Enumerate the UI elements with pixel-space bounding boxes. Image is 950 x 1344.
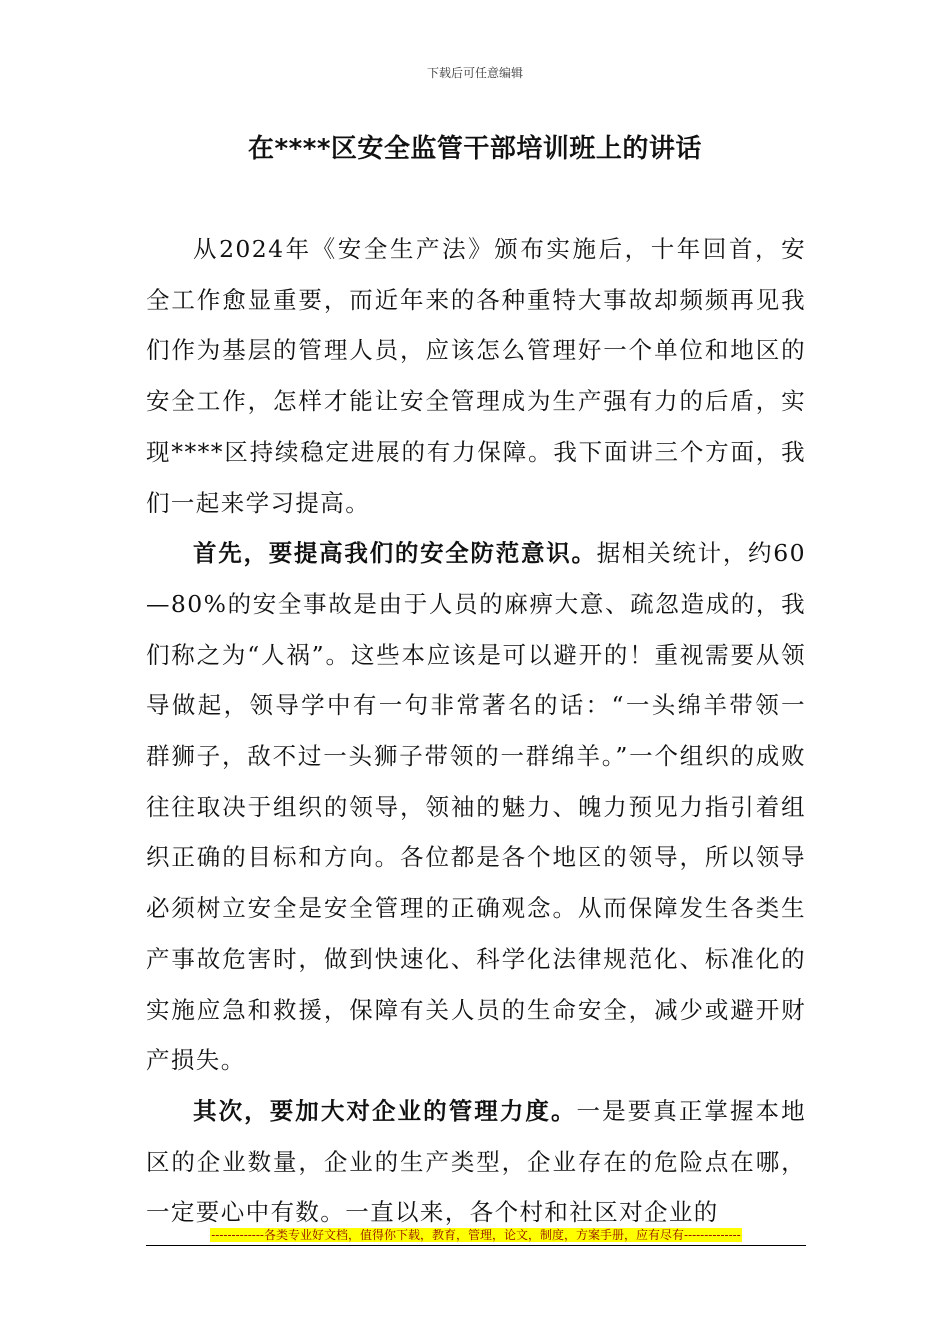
paragraph-text: 一是要真正掌握本地区的企业数量，企业的生产类型，企业存在的危险点在哪，一定要心中有数。一直以来，各个村和社区对企业的 (146, 1096, 807, 1227)
paragraph-second-point (146, 1086, 806, 1238)
footer-banner-text: -------------各类专业好文档，值得你下载，教育，管理，论文，制度，方案手册，应有尽有-------------- (211, 1228, 741, 1242)
paragraph-lead: 其次，要加大对企业的管理力度。 (193, 1096, 577, 1125)
footer-banner (146, 1226, 806, 1243)
header-note: 下载后可任意编辑 (426, 66, 523, 80)
paragraph-intro (146, 224, 806, 528)
footer-divider (146, 1245, 806, 1246)
document-body (146, 224, 806, 1238)
paragraph-text: 从2024年《安全生产法》颁布实施后，十年回首，安全工作愈显重要，而近年来的各种重特大事故却频频再见我们作为基层的管理人员，应该怎么管理好一个单位和地区的安全工作，怎样才能让安全管理成为生产强有力的后盾，实现****区持续稳定进展的有力保障。我下面讲三个方面，我们一起来学习提高。 (146, 235, 806, 517)
paragraph-lead: 首先，要提高我们的安全防范意识。 (193, 539, 597, 568)
paragraph-text: 据相关统计，约60—80%的安全事故是由于人员的麻痹大意、疏忽造成的，我们称之为“人祸”。这些本应该是可以避开的！重视需要从领导做起，领导学中有一句非常著名的话：“一头绵羊带领一群狮子，敌不过一头狮子带领的一群绵羊。”一个组织的成败往往取决于组织的领导，领袖的魅力、魄力预见力指引着组织正确的目标和方向。各位都是各个地区的领导，所以领导必须树立安全是安全管理的正确观念。从而保障发生各类生产事故危害时，做到快速化、科学化法律规范化、标准化的实施应急和救援，保障有关人员的生命安全，减少或避开财产损失。 (146, 539, 806, 1075)
document-title: 在****区安全监管干部培训班上的讲话 (248, 134, 702, 164)
paragraph-first-point (146, 528, 806, 1086)
